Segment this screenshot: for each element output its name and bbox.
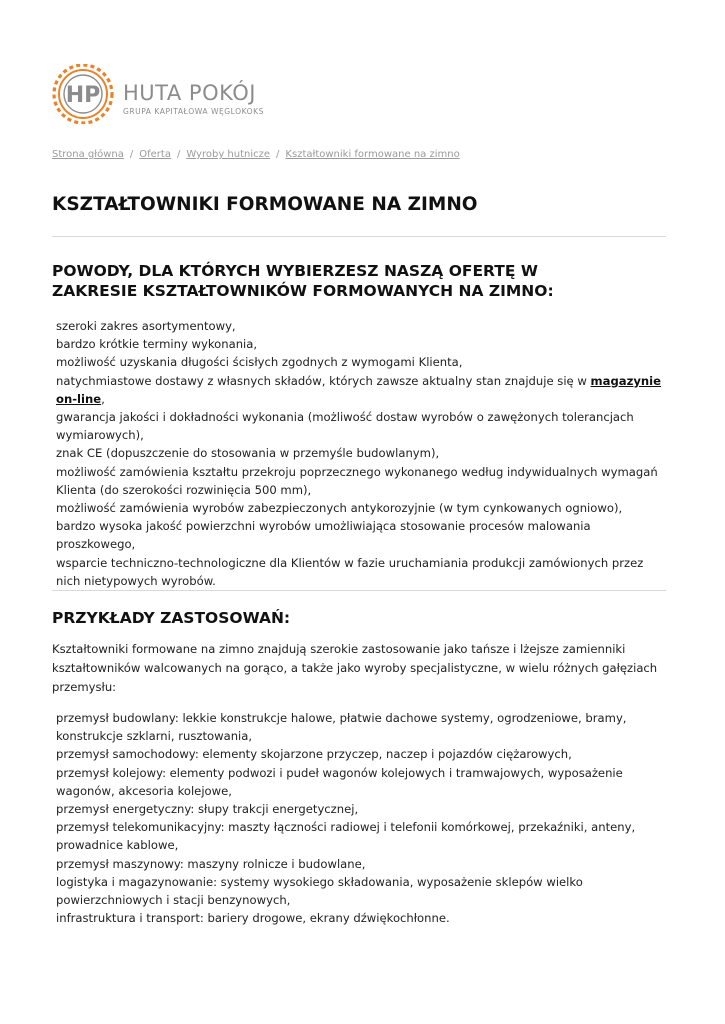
- list-item: możliwość zamówienia kształtu przekroju poprzecznego wykonanego według indywidualnych wymagań Klienta (do szerokości rozwinięcia 500 mm),: [56, 464, 658, 497]
- list-item: przemysł telekomunikacyjny: maszty łączności radiowej i telefonii komórkowej, przekaźniki, anteny, prowadnice kablowe,: [56, 820, 636, 853]
- logo-monogram: HP: [65, 83, 101, 108]
- breadcrumb: Strona główna / Oferta / Wyroby hutnicze / Kształtowniki formowane na zimno: [52, 149, 460, 160]
- list-item: możliwość zamówienia wyrobów zabezpieczonych antykorozyjnie (w tym cynkowanych ogniowo),: [56, 501, 623, 516]
- list-item: znak CE (dopuszczenie do stosowania w przemyśle budowlanym),: [56, 446, 440, 461]
- breadcrumb-offer[interactable]: Oferta: [139, 149, 171, 160]
- list-item: przemysł maszynowy: maszyny rolnicze i budowlane,: [56, 856, 366, 871]
- list-item: infrastruktura i transport: bariery drogowe, ekrany dźwiękochłonne.: [56, 911, 450, 926]
- list-item: przemysł samochodowy: elementy skojarzone przyczep, naczep i pojazdów ciężarowych,: [56, 747, 572, 762]
- list-item: wsparcie techniczno-technologiczne dla Klientów w fazie uruchamiania produkcji zamówionych przez nich nietypowych wyrobów.: [56, 555, 644, 588]
- divider: [52, 236, 666, 237]
- list-item: logistyka i magazynowanie: systemy wysokiego składowania, wyposażenie sklepów wielko powierzchniowych i stacji benzynowych,: [56, 874, 583, 908]
- list-item: bardzo wysoka jakość powierzchni wyrobów umożliwiająca stosowanie procesów malowania proszkowego,: [56, 519, 591, 552]
- page-title: KSZTAŁTOWNIKI FORMOWANE NA ZIMNO: [52, 194, 478, 215]
- reasons-list: [56, 317, 670, 590]
- reasons-heading: POWODY, DLA KTÓRYCH WYBIERZESZ NASZĄ OFERTĘ W ZAKRESIE KSZTAŁTOWNIKÓW FORMOWANYCH NA ZIMNO:: [52, 262, 554, 300]
- divider: [52, 590, 666, 591]
- company-logo[interactable]: [52, 64, 272, 124]
- list-item: gwarancja jakości i dokładności wykonania (możliwość dostaw wyrobów o zawężonych tolerancjach wymiarowych),: [56, 410, 634, 443]
- list-item: natychmiastowe dostawy z własnych składów, których zawsze aktualny stan znajduje się w magazynie on-line,: [56, 373, 661, 406]
- breadcrumb-home[interactable]: Strona główna: [52, 149, 124, 160]
- gear-monogram-icon: [52, 64, 118, 124]
- list-item: możliwość uzyskania długości ścisłych zgodnych z wymogami Klienta,: [56, 355, 463, 370]
- list-item: przemysł budowlany: lekkie konstrukcje halowe, płatwie dachowe systemy, ogrodzeniowe, bramy, konstrukcje szklarni, rusztowania,: [56, 711, 627, 744]
- applications-list: [56, 709, 670, 927]
- list-item: przemysł energetyczny: słupy trakcji energetycznej,: [56, 802, 359, 817]
- applications-intro: Kształtowniki formowane na zimno znajdują szerokie zastosowanie jako tańsze i lżejsze zamienniki kształtowników walcowanych na gorąco, a także jako wyroby specjalistyczne, w wielu różnych gałęziach przemysłu:: [52, 642, 658, 694]
- online-warehouse-link[interactable]: magazynie on-line: [56, 373, 661, 406]
- applications-heading: PRZYKŁADY ZASTOSOWAŃ:: [52, 609, 291, 627]
- list-item: przemysł kolejowy: elementy podwozi i pudeł wagonów kolejowych i tramwajowych, wyposażenie wagonów, akcesoria kolejowe,: [56, 765, 623, 798]
- logo-subtitle: GRUPA KAPITAŁOWA WĘGLOKOKS: [123, 107, 264, 116]
- list-item: szeroki zakres asortymentowy,: [56, 319, 236, 333]
- breadcrumb-steel-products[interactable]: Wyroby hutnicze: [186, 149, 271, 160]
- list-item: bardzo krótkie terminy wykonania,: [56, 337, 258, 352]
- breadcrumb-current[interactable]: Kształtowniki formowane na zimno: [285, 149, 460, 160]
- logo-name: HUTA POKÓJ: [123, 81, 256, 105]
